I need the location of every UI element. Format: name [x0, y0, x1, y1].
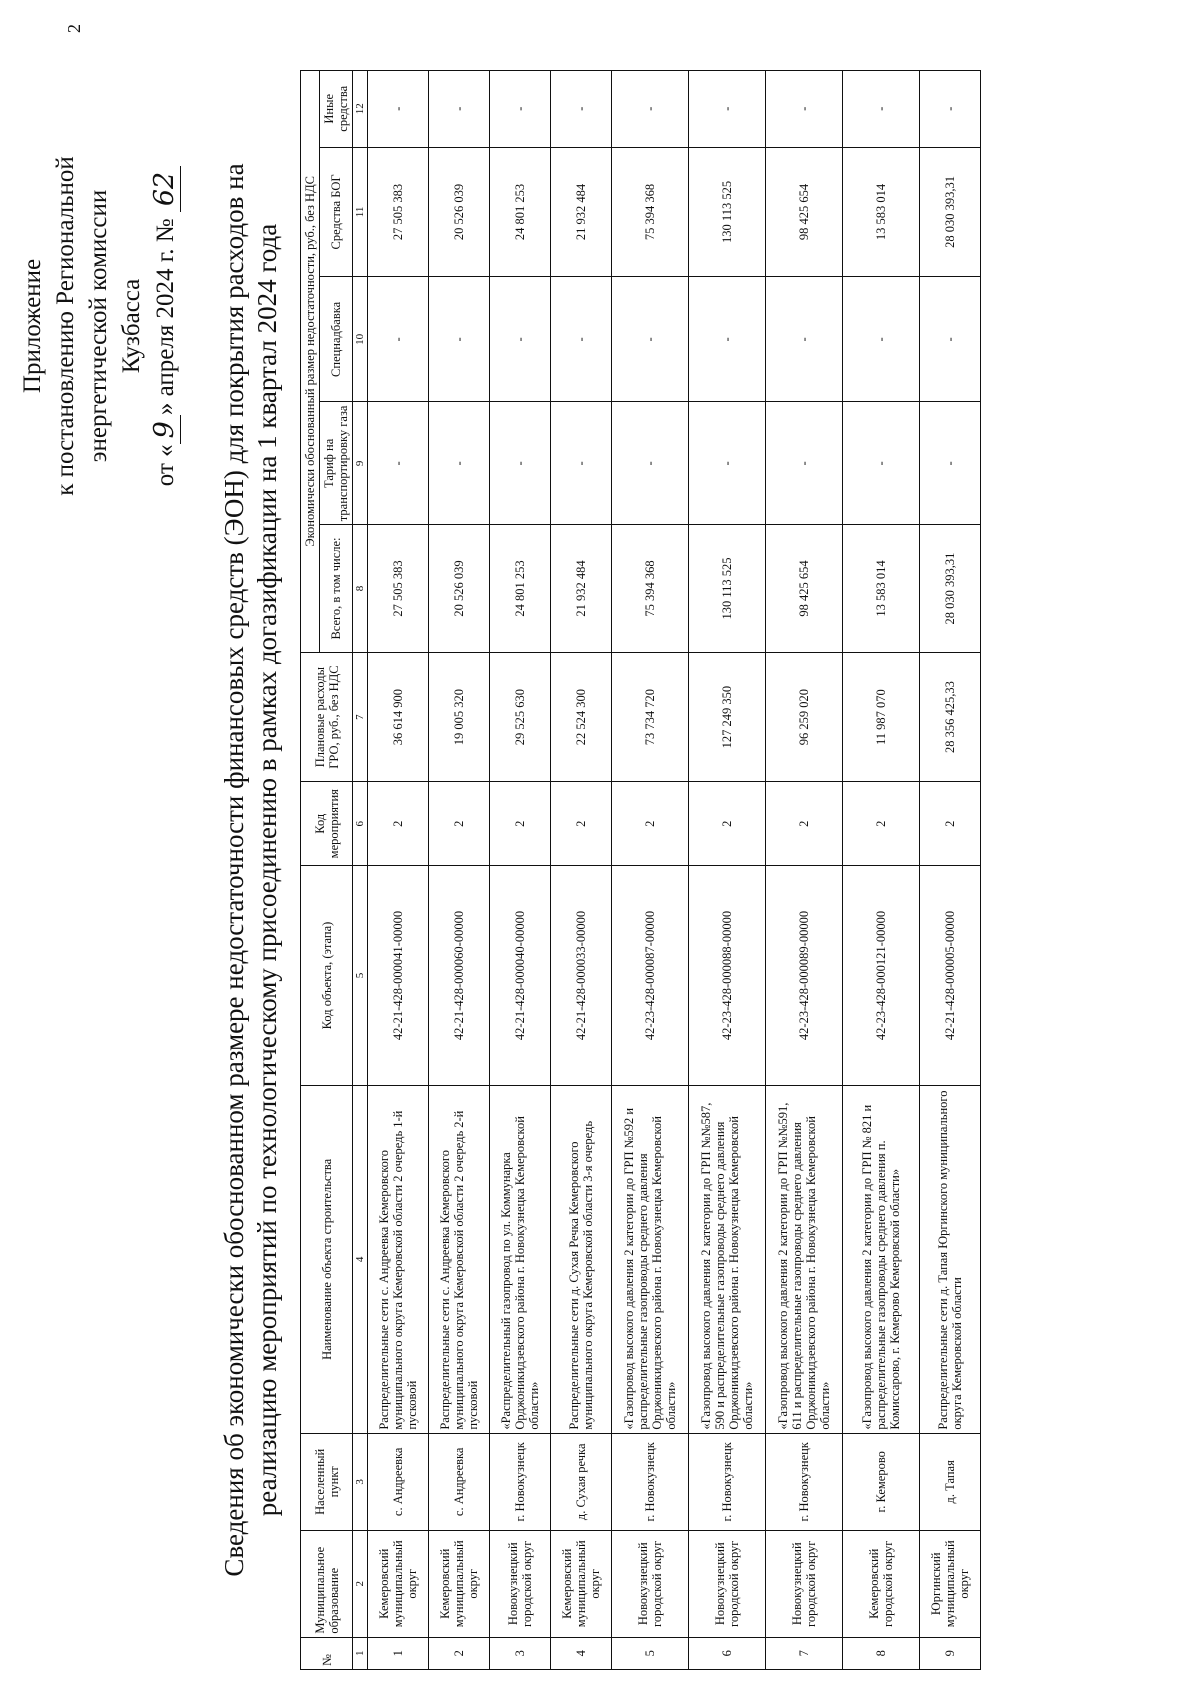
- cell-total: 13 583 014: [843, 525, 920, 652]
- header-bog: Средства БОГ: [320, 147, 353, 277]
- header-object-code: Код объекта, (этапа): [301, 865, 353, 1085]
- cell-event-code: 2: [766, 782, 843, 865]
- cell-planned: 73 734 720: [612, 652, 689, 782]
- cell-object-name: «Газопровод высокого давления 2 категории до ГРП №№587, 590 и распределительные газопроводы среднего давления Орджоникидзевского района г. Новокузнецка Кемеровской области»: [689, 1086, 766, 1434]
- cell-other: -: [766, 71, 843, 148]
- cell-municipality: Новокузнецкий городской округ: [490, 1530, 551, 1637]
- cell-num: 5: [612, 1637, 689, 1669]
- cell-tariff: -: [429, 402, 490, 525]
- cell-planned: 11 987 070: [843, 652, 920, 782]
- cell-num: 3: [490, 1637, 551, 1669]
- cell-event-code: 2: [368, 782, 429, 865]
- cell-tariff: -: [612, 402, 689, 525]
- header-planned: Плановые расходы ГРО, руб., без НДС: [301, 652, 353, 782]
- cell-planned: 22 524 300: [551, 652, 612, 782]
- cell-special: -: [843, 277, 920, 402]
- cell-municipality: Кемеровский муниципальный округ: [551, 1530, 612, 1637]
- eon-table: [300, 70, 981, 1670]
- cell-object-code: 42-23-428-000121-00000: [843, 865, 920, 1085]
- cell-object-name: Распределительные сети д. Тапая Юргинского муниципального округа Кемеровской области: [920, 1086, 981, 1434]
- cell-bog: 21 932 484: [551, 147, 612, 277]
- header-special: Спецнадбавка: [320, 277, 353, 402]
- cell-object-name: Распределительные сети д. Сухая Речка Кемеровского муниципального округа Кемеровской области 3-я очередь: [551, 1086, 612, 1434]
- title-line-1: Сведения об экономически обоснованном размере недостаточности финансовых средств (ЭОН) для покрытия расходов на: [219, 163, 249, 1577]
- date-prefix: от «: [152, 444, 179, 487]
- approval-line-3: энергетической комиссии: [85, 189, 112, 463]
- cell-settlement: д. Тапая: [920, 1433, 981, 1530]
- column-index: 12: [353, 71, 368, 148]
- column-index: 2: [353, 1530, 368, 1637]
- cell-object-code: 42-23-428-000089-00000: [766, 865, 843, 1085]
- approval-line-1: Приложение: [19, 258, 46, 394]
- cell-planned: 28 356 425,33: [920, 652, 981, 782]
- column-index: 11: [353, 147, 368, 277]
- cell-object-code: 42-23-428-000088-00000: [689, 865, 766, 1085]
- cell-num: 6: [689, 1637, 766, 1669]
- cell-event-code: 2: [612, 782, 689, 865]
- cell-bog: 13 583 014: [843, 147, 920, 277]
- cell-num: 8: [843, 1637, 920, 1669]
- cell-municipality: Юргинский муниципальный округ: [920, 1530, 981, 1637]
- header-total: Всего, в том числе:: [320, 525, 353, 652]
- cell-settlement: г. Кемерово: [843, 1433, 920, 1530]
- cell-municipality: Кемеровский городской округ: [843, 1530, 920, 1637]
- cell-other: -: [429, 71, 490, 148]
- cell-object-code: 42-21-428-000033-00000: [551, 865, 612, 1085]
- approval-line-4: Кузбасса: [118, 278, 145, 374]
- cell-tariff: -: [843, 402, 920, 525]
- cell-object-name: «Газопровод высокого давления 2 категории до ГРП №592 и распределительные газопроводы среднего давления Орджоникидзевского района г. Новокузнецка Кемеровской области»: [612, 1086, 689, 1434]
- cell-special: -: [689, 277, 766, 402]
- column-index: 6: [353, 782, 368, 865]
- cell-object-code: 42-21-428-000005-00000: [920, 865, 981, 1085]
- header-other: Иные средства: [320, 71, 353, 148]
- cell-municipality: Новокузнецкий городской округ: [689, 1530, 766, 1637]
- cell-settlement: с. Андреевка: [429, 1433, 490, 1530]
- table-row: [490, 71, 551, 1670]
- title-line-2: реализацию мероприятий по технологическому присоединению в рамках догазификации на 1 квартал 2024 года: [252, 223, 282, 1517]
- cell-object-code: 42-21-428-000041-00000: [368, 865, 429, 1085]
- cell-total: 24 801 253: [490, 525, 551, 652]
- cell-event-code: 2: [429, 782, 490, 865]
- cell-event-code: 2: [920, 782, 981, 865]
- cell-other: -: [612, 71, 689, 148]
- cell-total: 75 394 368: [612, 525, 689, 652]
- cell-tariff: -: [920, 402, 981, 525]
- table-row: [612, 71, 689, 1670]
- cell-bog: 27 505 383: [368, 147, 429, 277]
- column-index: 8: [353, 525, 368, 652]
- cell-special: -: [490, 277, 551, 402]
- cell-special: -: [551, 277, 612, 402]
- cell-object-name: «Газопровод высокого давления 2 категории до ГРП № 821 и распределительные газопроводы среднего давления п. Комиссарово, г. Кемерово Кемеровской области»: [843, 1086, 920, 1434]
- column-index: 3: [353, 1433, 368, 1530]
- cell-total: 130 113 525: [689, 525, 766, 652]
- cell-num: 2: [429, 1637, 490, 1669]
- approval-line-2: к постановлению Региональной: [52, 156, 79, 496]
- cell-bog: 75 394 368: [612, 147, 689, 277]
- doc-number-handwritten: 62: [149, 166, 181, 212]
- cell-event-code: 2: [490, 782, 551, 865]
- cell-total: 98 425 654: [766, 525, 843, 652]
- cell-municipality: Кемеровский муниципальный округ: [368, 1530, 429, 1637]
- cell-other: -: [843, 71, 920, 148]
- cell-num: 4: [551, 1637, 612, 1669]
- cell-special: -: [368, 277, 429, 402]
- cell-settlement: г. Новокузнецк: [766, 1433, 843, 1530]
- cell-settlement: с. Андреевка: [368, 1433, 429, 1530]
- cell-tariff: -: [551, 402, 612, 525]
- cell-other: -: [368, 71, 429, 148]
- table-row: [689, 71, 766, 1670]
- page-number: 2: [64, 24, 84, 33]
- cell-special: -: [766, 277, 843, 402]
- table-row: [429, 71, 490, 1670]
- cell-special: -: [429, 277, 490, 402]
- cell-special: -: [920, 277, 981, 402]
- cell-object-name: Распределительные сети с. Андреевка Кемеровского муниципального округа Кемеровской области 2 очередь 2-й пусковой: [429, 1086, 490, 1434]
- cell-other: -: [490, 71, 551, 148]
- cell-tariff: -: [766, 402, 843, 525]
- cell-other: -: [689, 71, 766, 148]
- table-row: [368, 71, 429, 1670]
- cell-object-code: 42-21-428-000040-00000: [490, 865, 551, 1085]
- cell-planned: 29 525 630: [490, 652, 551, 782]
- cell-bog: 98 425 654: [766, 147, 843, 277]
- cell-bog: 130 113 525: [689, 147, 766, 277]
- table-row: [920, 71, 981, 1670]
- cell-event-code: 2: [689, 782, 766, 865]
- cell-object-name: «Распределительный газопровод по ул. Коммунарка Орджоникидзевского района г. Новокузнецка Кемеровской области»: [490, 1086, 551, 1434]
- cell-other: -: [551, 71, 612, 148]
- column-index: 1: [353, 1637, 368, 1669]
- cell-settlement: г. Новокузнецк: [490, 1433, 551, 1530]
- column-index-row: [353, 71, 368, 1670]
- table-row: [551, 71, 612, 1670]
- header-municipality: Муниципальное образование: [301, 1530, 353, 1637]
- cell-object-code: 42-21-428-000060-00000: [429, 865, 490, 1085]
- approval-date-line: [148, 86, 182, 566]
- cell-num: 9: [920, 1637, 981, 1669]
- cell-planned: 36 614 900: [368, 652, 429, 782]
- header-settlement: Населенный пункт: [301, 1433, 353, 1530]
- cell-planned: 96 259 020: [766, 652, 843, 782]
- cell-bog: 24 801 253: [490, 147, 551, 277]
- cell-tariff: -: [689, 402, 766, 525]
- cell-settlement: д. Сухая речка: [551, 1433, 612, 1530]
- header-tariff: Тариф на транспортировку газа: [320, 402, 353, 525]
- cell-municipality: Новокузнецкий городской округ: [612, 1530, 689, 1637]
- cell-event-code: 2: [551, 782, 612, 865]
- column-index: 4: [353, 1086, 368, 1434]
- cell-bog: 20 526 039: [429, 147, 490, 277]
- cell-total: 21 932 484: [551, 525, 612, 652]
- cell-event-code: 2: [843, 782, 920, 865]
- cell-object-name: Распределительные сети с. Андреевка Кемеровского муниципального округа Кемеровской области 2 очередь 1-й пусковой: [368, 1086, 429, 1434]
- header-num: №: [301, 1637, 353, 1669]
- date-day-handwritten: 9: [149, 415, 181, 444]
- cell-tariff: -: [368, 402, 429, 525]
- header-eon-group: Экономически обоснованный размер недостаточности, руб., без НДС: [301, 71, 320, 653]
- cell-total: 20 526 039: [429, 525, 490, 652]
- table-row: [766, 71, 843, 1670]
- cell-num: 7: [766, 1637, 843, 1669]
- cell-planned: 127 249 350: [689, 652, 766, 782]
- header-object-name: Наименование объекта строительства: [301, 1086, 353, 1434]
- column-index: 7: [353, 652, 368, 782]
- cell-planned: 19 005 320: [429, 652, 490, 782]
- cell-total: 27 505 383: [368, 525, 429, 652]
- column-index: 9: [353, 402, 368, 525]
- document-title: [218, 110, 284, 1630]
- cell-settlement: г. Новокузнецк: [689, 1433, 766, 1530]
- cell-municipality: Кемеровский муниципальный округ: [429, 1530, 490, 1637]
- header-event-code: Код мероприятия: [301, 782, 353, 865]
- column-index: 5: [353, 865, 368, 1085]
- cell-special: -: [612, 277, 689, 402]
- cell-num: 1: [368, 1637, 429, 1669]
- date-suffix: » апреля 2024 г. №: [152, 218, 179, 416]
- cell-total: 28 030 393,31: [920, 525, 981, 652]
- cell-bog: 28 030 393,31: [920, 147, 981, 277]
- cell-tariff: -: [490, 402, 551, 525]
- cell-municipality: Новокузнецкий городской округ: [766, 1530, 843, 1637]
- cell-object-name: «Газопровод высокого давления 2 категории до ГРП №№591, 611 и распределительные газопроводы среднего давления Орджоникидзевского района г. Новокузнецка Кемеровской области»: [766, 1086, 843, 1434]
- cell-object-code: 42-23-428-000087-00000: [612, 865, 689, 1085]
- approval-block: [16, 86, 182, 566]
- cell-settlement: г. Новокузнецк: [612, 1433, 689, 1530]
- cell-other: -: [920, 71, 981, 148]
- document-sheet: [10, 50, 1190, 1690]
- table-row: [843, 71, 920, 1670]
- column-index: 10: [353, 277, 368, 402]
